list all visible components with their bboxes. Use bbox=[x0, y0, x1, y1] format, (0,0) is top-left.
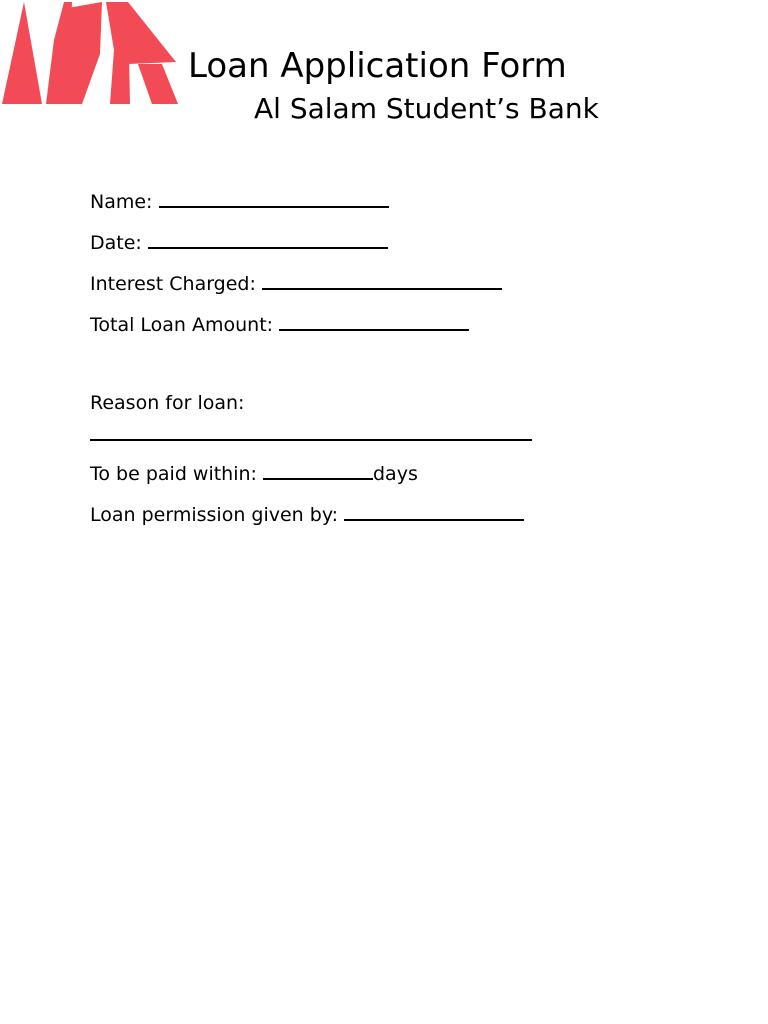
permission-row bbox=[90, 500, 524, 527]
interest-row bbox=[90, 269, 502, 296]
date-row bbox=[90, 228, 388, 255]
paid-within-row bbox=[90, 459, 418, 486]
bank-logo-icon bbox=[2, 2, 178, 106]
total-row bbox=[90, 310, 469, 337]
reason-blank[interactable] bbox=[90, 439, 532, 441]
date-label: Date: bbox=[90, 232, 142, 254]
total-label: Total Loan Amount: bbox=[90, 314, 274, 336]
permission-label: Loan permission given by: bbox=[90, 504, 339, 526]
name-label: Name: bbox=[90, 191, 153, 213]
interest-blank[interactable] bbox=[262, 269, 502, 290]
name-blank[interactable] bbox=[159, 187, 389, 208]
reason-row bbox=[90, 391, 244, 415]
name-row bbox=[90, 187, 389, 214]
interest-label: Interest Charged: bbox=[90, 273, 256, 295]
date-blank[interactable] bbox=[148, 228, 388, 249]
paid-within-label: To be paid within: bbox=[90, 463, 257, 485]
reason-label: Reason for loan: bbox=[90, 392, 245, 414]
paid-within-blank[interactable] bbox=[263, 459, 373, 480]
total-blank[interactable] bbox=[279, 310, 469, 331]
bank-name: Al Salam Student’s Bank bbox=[254, 92, 599, 125]
permission-blank[interactable] bbox=[344, 500, 524, 521]
page-title: Loan Application Form bbox=[188, 46, 567, 86]
paid-within-unit: days bbox=[373, 463, 418, 485]
